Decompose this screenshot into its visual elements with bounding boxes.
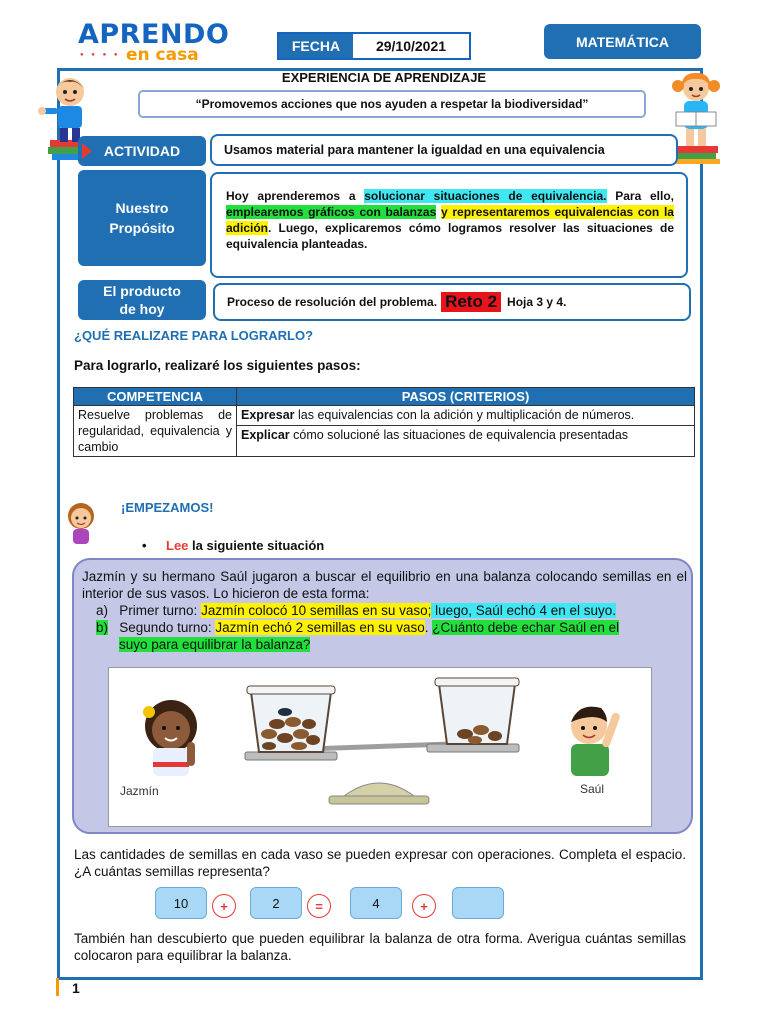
logo-dots: ● ● ● ● xyxy=(80,52,121,58)
balance-illustration xyxy=(108,667,652,827)
saul-name-label: Saúl xyxy=(580,782,605,796)
date-value: 29/10/2021 xyxy=(353,34,469,58)
date-field xyxy=(277,32,471,60)
logo-main-text: APRENDO xyxy=(78,19,230,50)
read-word: Lee xyxy=(166,538,189,553)
situation-item-b xyxy=(96,619,619,636)
activity-text: Usamos material para mantener la igualdad en una equivalencia xyxy=(210,134,678,166)
criterion-2-text: cómo solucioné las situaciones de equivalencia presentadas xyxy=(289,428,629,442)
value-box-3: 4 xyxy=(350,887,402,919)
answer-box[interactable] xyxy=(452,887,504,919)
criterion-2 xyxy=(237,425,694,443)
plus-icon-2: + xyxy=(412,894,436,918)
criterion-1-text: las equivalencias con la adición y multiplicación de números. xyxy=(294,408,635,422)
table-header-pasos: PASOS (CRITERIOS) xyxy=(237,388,695,406)
purpose-p2: Para ello, xyxy=(606,189,675,203)
activity-label: ACTIVIDAD xyxy=(78,136,206,166)
girl-avatar-illustration xyxy=(64,500,98,544)
arrow-right-icon xyxy=(82,143,92,159)
experience-title: EXPERIENCIA DE APRENDIZAJE xyxy=(281,70,487,85)
purpose-highlight-cyan: solucionar situaciones de equivalencia. xyxy=(364,189,607,203)
page-number: 1 xyxy=(72,980,80,996)
situation-item-a xyxy=(96,602,616,619)
date-label: FECHA xyxy=(279,34,353,58)
read-instruction xyxy=(142,538,325,553)
purpose-highlight-green: emplearemos gráficos con balanzas xyxy=(226,205,437,219)
equals-icon: = xyxy=(307,894,331,918)
item-a-highlight-cyan: luego, Saúl echó 4 en el suyo. xyxy=(431,603,617,618)
aprendo-en-casa-logo xyxy=(78,19,230,65)
purpose-text xyxy=(210,172,688,278)
item-b-text: Segundo turno: xyxy=(119,620,216,635)
purpose-label: Nuestro Propósito xyxy=(78,170,206,266)
product-label: El producto de hoy xyxy=(78,280,206,320)
reto-badge: Reto 2 xyxy=(441,292,501,312)
situation-intro: Jazmín y su hermano Saúl jugaron a buscar el equilibrio en una balanza colocando semillas en el interior de sus vasos. Lo hicieron de esta forma: xyxy=(82,569,687,601)
criterion-1-verb: Expresar xyxy=(241,408,295,422)
item-b-question-end: suyo para equilibrar la balanza? xyxy=(119,637,311,652)
plus-icon-1: + xyxy=(212,894,236,918)
subject-badge: MATEMÁTICA xyxy=(544,24,701,59)
item-a-text: Primer turno: xyxy=(119,603,202,618)
criterion-2-verb: Explicar xyxy=(241,428,290,442)
competency-cell: Resuelve problemas de regularidad, equivalencia y cambio xyxy=(74,406,237,457)
jazmin-figure xyxy=(143,700,197,776)
criterion-1 xyxy=(241,407,690,423)
criteria-cell xyxy=(237,406,695,457)
bullet-icon: • xyxy=(142,538,147,553)
value-box-1: 10 xyxy=(155,887,207,919)
item-b-question: ¿Cuánto debe echar Saúl en el xyxy=(432,620,620,635)
jazmin-cup xyxy=(247,686,335,752)
plan-intro: Para lograrlo, realizaré los siguientes pasos: xyxy=(74,358,361,373)
value-box-2: 2 xyxy=(250,887,302,919)
start-heading: ¡EMPEZAMOS! xyxy=(121,500,214,515)
product-pages: Hoja 3 y 4. xyxy=(507,295,567,309)
read-rest: la siguiente situación xyxy=(188,538,325,553)
exercise-prompt: Las cantidades de semillas en cada vaso se pueden expresar con operaciones. Completa el espacio. ¿A cuántas semillas representa? xyxy=(74,847,686,879)
table-header-row xyxy=(74,388,695,406)
experience-quote: “Promovemos acciones que nos ayuden a respetar la biodiversidad” xyxy=(138,90,646,118)
table-header-competencia: COMPETENCIA xyxy=(74,388,237,406)
table-row xyxy=(74,406,695,457)
item-a-highlight-yellow: Jazmín colocó 10 semillas en su vaso; xyxy=(201,603,432,618)
page-number-mark xyxy=(56,978,59,996)
item-b-marker: b) xyxy=(96,620,109,635)
balance-scene xyxy=(109,668,651,826)
purpose-highlight-yellow: y representaremos equivalencias con la adición xyxy=(226,205,674,235)
item-a-marker: a) xyxy=(96,603,109,618)
saul-figure xyxy=(571,707,621,776)
purpose-p4: . Luego, explicaremos cómo logramos resolver las situaciones de equivalencia planteadas. xyxy=(226,221,674,251)
exercise-closing: También han descubierto que pueden equilibrar la balanza de otra forma. Averigua cuántas semillas colocaron para equilibrar la balanza. xyxy=(74,931,686,963)
jazmin-name-label: Jazmín xyxy=(120,784,159,798)
item-b-separator: . xyxy=(424,620,433,635)
logo-sub-text: en casa xyxy=(126,45,199,65)
competency-table xyxy=(73,387,695,457)
situation-item-b-continued xyxy=(119,636,310,653)
saul-cup xyxy=(435,678,519,744)
purpose-p1: Hoy aprenderemos a xyxy=(226,189,365,203)
product-text-box xyxy=(213,283,691,321)
plan-question: ¿QUÉ REALIZARE PARA LOGRARLO? xyxy=(74,328,314,343)
item-b-highlight-yellow: Jazmín echó 2 semillas en su vaso xyxy=(215,620,425,635)
product-text: Proceso de resolución del problema. xyxy=(227,295,438,309)
